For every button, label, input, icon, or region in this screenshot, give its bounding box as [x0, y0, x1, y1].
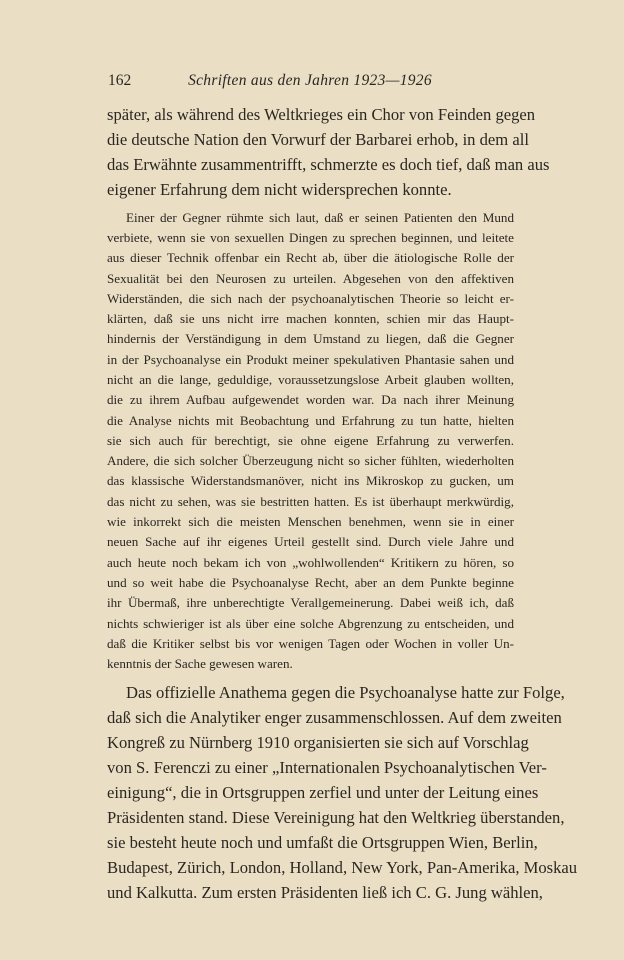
text-line: neuen Sache auf ihr eigenes Urteil gestellt sind. Durch viele Jahre und [107, 534, 514, 550]
text-line: Präsidenten stand. Diese Vereinigung hat den Weltkrieg überstanden, [107, 807, 565, 827]
text-line: Andere, die sich solcher Überzeugung nicht so sicher fühlten, wiederholten [107, 453, 514, 469]
text-line: eigener Erfahrung dem nicht widersprechen konnte. [107, 179, 452, 199]
text-line: später, als während des Weltkrieges ein Chor von Feinden gegen [107, 105, 536, 124]
text-line: das nicht zu sehen, was sie bestritten hatten. Es ist überhaupt merkwürdig, [107, 493, 514, 509]
text-line: Sexualität bei den Neurosen zu urteilen. Abgesehen von den affektiven [107, 270, 514, 286]
running-title: Schriften aus den Jahren 1923—1926 [188, 72, 432, 89]
text-line: von S. Ferenczi zu einer „Internationalen Psychoanalytischen Ver- [107, 758, 547, 778]
text-line: ihr Übermaß, ihre unberechtigte Verallgemeinerung. Dabei weiß ich, daß [107, 595, 514, 611]
text-line: hindernis der Verständigung in dem Umstand zu liegen, daß die Gegner [107, 331, 514, 347]
text-line: sie besteht heute noch und umfaßt die Ortsgruppen Wien, Berlin, [107, 832, 538, 852]
text-line: das Erwähnte zusammentrifft, schmerzte es doch tief, daß man aus [107, 154, 550, 174]
text-line: in der Psychoanalyse ein Produkt meiner spekulativen Phantasie sahen und [107, 351, 514, 367]
text-line: nichts schwieriger ist als über eine solche Abgrenzung zu entscheiden, und [107, 615, 514, 631]
text-line: kenntnis der Sache gewesen waren. [107, 656, 293, 672]
text-line: auch heute noch bekam ich von „wohlwollenden“ Kritikern zu hören, so [107, 554, 514, 570]
text-line: wie inkorrekt sich die meisten Menschen benehmen, wenn sie in einer [107, 514, 514, 530]
text-line: die deutsche Nation den Vorwurf der Barbarei erhob, in dem all [107, 129, 529, 149]
text-line: die Analyse nichts mit Beobachtung und Erfahrung zu tun hatte, hielten [107, 412, 514, 428]
paragraph-small-print [107, 208, 514, 675]
text-line: Widerständen, die sich nach der psychoanalytischen Theorie so leicht er- [107, 290, 514, 306]
text-line: und so weit habe die Psychoanalyse Recht, aber an dem Punkte beginne [107, 574, 514, 590]
text-line: Einer der Gegner rühmte sich laut, daß er seinen Patienten den Mund [126, 209, 514, 225]
text-line: und Kalkutta. Zum ersten Präsidenten ließ ich C. G. Jung wählen, [107, 882, 543, 902]
paragraph-continued [107, 103, 550, 203]
text-line: sie sich auch für berechtigt, sie ohne eigene Erfahrung zu verwerfen. [107, 432, 514, 448]
text-line: die zu ihrem Aufbau aufgewendet worden war. Da nach ihrer Meinung [107, 392, 514, 408]
running-header [108, 72, 512, 94]
page-body [107, 103, 578, 906]
text-line: das klassische Widerstandsmanöver, nicht ins Mikroskop zu gucken, um [107, 473, 514, 489]
text-line: daß sich die Analytiker enger zusammenschlossen. Auf dem zweiten [107, 708, 562, 728]
text-line: verbiete, wenn sie von sexuellen Dingen zu sprechen beginnen, und leitete [107, 229, 514, 245]
page-number: 162 [108, 72, 132, 89]
text-line: klärten, daß sie uns nicht irre machen konnten, schien mir das Haupt- [107, 311, 514, 327]
text-line: daß die Kritiker selbst bis vor wenigen Tagen oder Wochen in voller Un- [107, 635, 514, 651]
text-line: Das offizielle Anathema gegen die Psychoanalyse hatte zur Folge, [126, 683, 565, 703]
paragraph-congress [107, 681, 578, 905]
text-line: nicht an die lange, geduldige, voraussetzungslose Arbeit glauben wollten, [107, 372, 514, 387]
text-line: aus dieser Technik offenbar ein Recht ab, über die ätiologische Rolle der [107, 250, 514, 266]
text-line: Kongreß zu Nürnberg 1910 organisierten sie sich auf Vorschlag [107, 733, 529, 753]
text-line: einigung“, die in Ortsgruppen zerfiel und unter der Leitung eines [107, 783, 539, 803]
text-line: Budapest, Zürich, London, Holland, New York, Pan-Amerika, Moskau [107, 857, 578, 877]
